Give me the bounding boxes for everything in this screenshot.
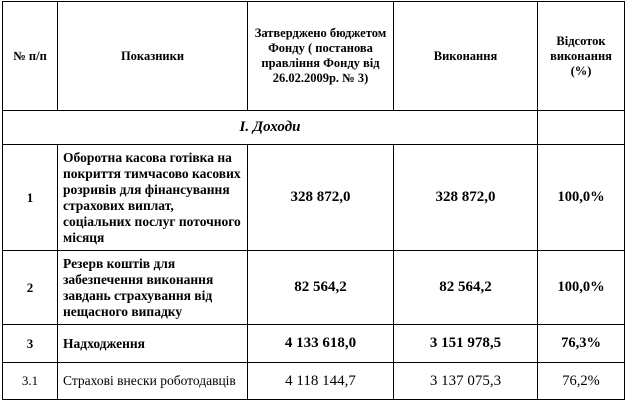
budget-table [2, 1, 625, 400]
table-row [3, 325, 625, 363]
row-approved: 4 118 144,7 [248, 363, 394, 400]
header-indicators: Показники [58, 2, 248, 111]
header-row [3, 2, 625, 111]
row-indicator: Надходження [58, 325, 248, 363]
row-execution: 82 564,2 [394, 251, 538, 325]
row-execution: 3 151 978,5 [394, 325, 538, 363]
row-approved: 82 564,2 [248, 251, 394, 325]
row-approved: 328 872,0 [248, 145, 394, 251]
row-percent: 76,2% [538, 363, 625, 400]
header-percent: Відсоток виконання (%) [538, 2, 625, 111]
row-approved: 4 133 618,0 [248, 325, 394, 363]
row-indicator: Резерв коштів для забезпечення виконання завдань страхування від нещасного випадку [58, 251, 248, 325]
table-row [3, 145, 625, 251]
row-num: 3 [3, 325, 58, 363]
row-indicator: Страхові внески роботодавців [58, 363, 248, 400]
table-row [3, 251, 625, 325]
section-empty-cell [538, 111, 625, 145]
row-indicator: Оборотна касова готівка на покриття тимчасово касових розривів для фінансування страхових виплат, соціальних послуг поточного місяця [58, 145, 248, 251]
table-row [3, 363, 625, 400]
row-percent: 76,3% [538, 325, 625, 363]
row-execution: 328 872,0 [394, 145, 538, 251]
header-approved: Затверджено бюджетом Фонду ( постанова правління Фонду від 26.02.2009р. № 3) [248, 2, 394, 111]
section-title: І. Доходи [3, 111, 538, 145]
row-num: 1 [3, 145, 58, 251]
row-num: 3.1 [3, 363, 58, 400]
header-num: № п/п [3, 2, 58, 111]
row-num: 2 [3, 251, 58, 325]
section-row [3, 111, 625, 145]
row-execution: 3 137 075,3 [394, 363, 538, 400]
row-percent: 100,0% [538, 251, 625, 325]
row-percent: 100,0% [538, 145, 625, 251]
header-execution: Виконання [394, 2, 538, 111]
